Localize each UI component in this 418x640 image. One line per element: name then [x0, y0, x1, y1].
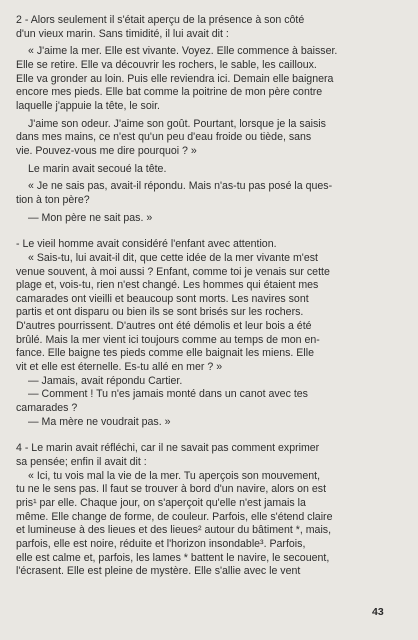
text-line: - Le vieil homme avait considéré l'enfant avec attention.: [16, 238, 277, 251]
text-line: et lumineuse à des lieues et des lieues² autour du bâtiment *, mais,: [16, 524, 332, 537]
text-line: camarades ?: [16, 402, 78, 415]
text-line: parfois, elle est noire, réduite et l'horizon insondable³. Parfois,: [16, 537, 306, 550]
text-line: d'un vieux marin. Sans timidité, il lui avait dit :: [16, 27, 229, 40]
text-line: brûlé. Mais la mer vient ici toujours comme au temps de mon en-: [16, 333, 320, 346]
text-line: « J'aime la mer. Elle est vivante. Voyez. Elle commence à baisser.: [28, 45, 338, 58]
text-line: même. Elle change de forme, de couleur. Parfois, elle s'étend claire: [16, 510, 333, 523]
text-line: — Comment ! Tu n'es jamais monté dans un canot avec tes: [28, 388, 308, 401]
text-line: Elle va gronder au loin. Puis elle reviendra ici. Demain elle baignera: [16, 72, 334, 85]
text-line: 2 - Alors seulement il s'était aperçu de la présence à son côté: [16, 14, 305, 26]
text-line: « Sais-tu, lui avait-il dit, que cette idée de la mer vivante m'est: [28, 251, 318, 264]
text-line: 4 - Le marin avait réfléchi, car il ne savait pas comment exprimer: [16, 442, 320, 455]
text-line: vie. Pouvez-vous me dire pourquoi ? »: [16, 144, 197, 157]
text-line: camarades ont vieilli et beaucoup sont morts. Les navires sont: [16, 292, 309, 305]
page-body: [16, 14, 408, 579]
text-line: J'aime son odeur. J'aime son goût. Pourtant, lorsque je la saisis: [28, 117, 326, 130]
text-line: elle est calme et, parfois, les lames * battent le navire, le secouent,: [16, 551, 330, 564]
text-line: Le marin avait secoué la tête.: [28, 162, 167, 175]
text-line: venue souvent, à moi aussi ? Enfant, comme toi je venais sur cette: [16, 265, 330, 278]
text-line: tu ne le sens pas. Il faut se trouver à bord d'un navire, alors on est: [16, 483, 327, 496]
text-line: dans mes mains, ce n'est qu'un peu d'eau froide ou tiède, sans: [16, 131, 312, 144]
page-number: 43: [372, 606, 384, 618]
text-line: tion à ton père?: [16, 193, 90, 206]
text-line: — Ma mère ne voudrait pas. »: [28, 415, 171, 428]
text-line: plage et, vois-tu, rien n'est changé. Les hommes qui étaient mes: [16, 279, 319, 292]
text-line: l'écrasent. Elle est pleine de mystère. Elle s'allie avec le vent: [16, 565, 301, 578]
text-line: encore mes pieds. Elle bat comme la poitrine de mon père contre: [16, 86, 323, 99]
text-line: partis et ont disparu ou bien ils se sont brisés sur les rochers.: [16, 306, 304, 319]
text-line: sa pensée; enfin il avait dit :: [16, 456, 147, 469]
text-line: D'autres pourrissent. D'autres ont été démolis et leur bois a été: [16, 320, 312, 333]
text-line: vit et elle est éternelle. Es-tu allé en mer ? »: [16, 361, 223, 374]
text-line: « Ici, tu vois mal la vie de la mer. Tu aperçois son mouvement,: [28, 469, 321, 482]
text-line: pris¹ par elle. Chaque jour, on s'aperçoit qu'elle n'est jamais la: [16, 497, 306, 509]
text-line: « Je ne sais pas, avait-il répondu. Mais n'as-tu pas posé la ques-: [28, 180, 333, 193]
text-line: — Jamais, avait répondu Cartier.: [28, 374, 183, 387]
text-line: — Mon père ne sait pas. »: [28, 211, 153, 224]
text-line: Elle se retire. Elle va découvrir les rochers, le sable, les cailloux.: [16, 58, 317, 71]
text-line: laquelle j'appuie la tête, le soir.: [16, 99, 160, 112]
text-line: fance. Elle baigne tes pieds comme elle baignait les miens. Elle: [16, 347, 314, 360]
